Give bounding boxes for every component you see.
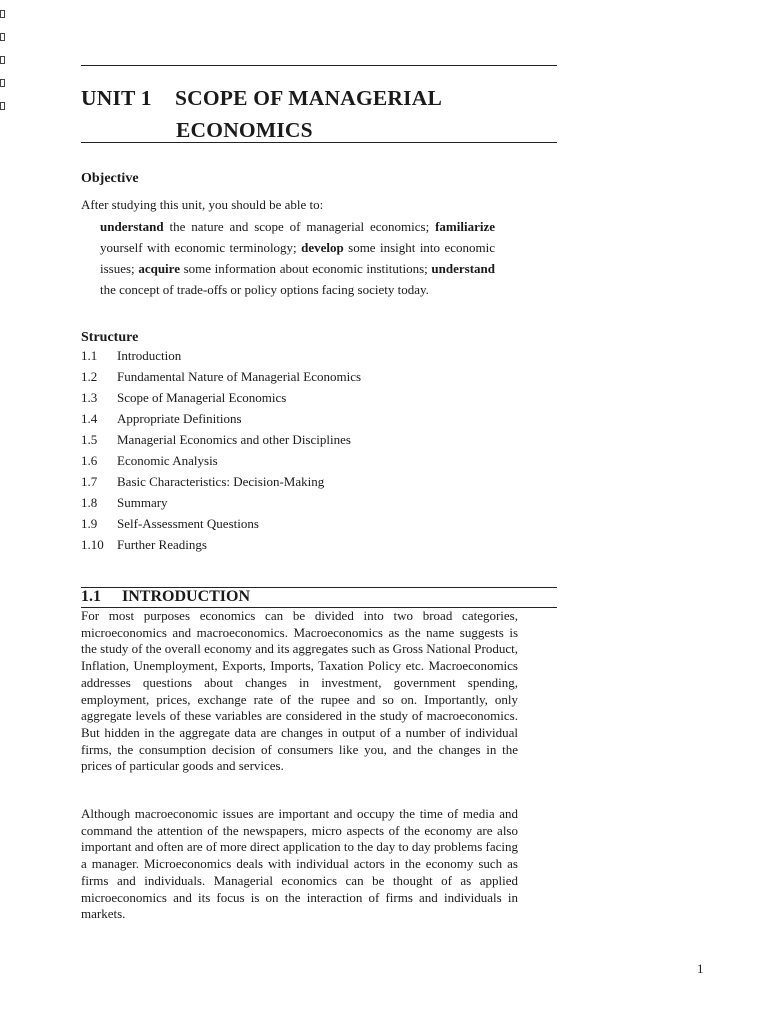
margin-mark <box>0 10 5 18</box>
objective-keyword: familiarize <box>435 219 495 234</box>
margin-mark <box>0 79 5 87</box>
structure-item <box>81 347 361 368</box>
structure-heading: Structure <box>81 330 139 345</box>
structure-item <box>81 473 361 494</box>
section-title: INTRODUCTION <box>122 588 251 605</box>
objective-text <box>100 216 495 300</box>
title-bottom-rule <box>81 142 557 143</box>
unit-title <box>81 82 557 146</box>
structure-item-label: Basic Characteristics: Decision-Making <box>117 474 325 489</box>
section-number: 1.1 <box>81 588 101 605</box>
structure-item-label: Fundamental Nature of Managerial Economics <box>117 369 362 384</box>
structure-item-label: Economic Analysis <box>117 453 218 468</box>
structure-item-number: 1.5 <box>81 432 98 447</box>
unit-title-line1: SCOPE OF MANAGERIAL <box>175 86 442 110</box>
section-heading <box>81 588 250 606</box>
structure-item-number: 1.7 <box>81 474 98 489</box>
objective-intro: After studying this unit, you should be able to: <box>81 197 324 212</box>
unit-number: UNIT 1 <box>81 86 152 110</box>
structure-item <box>81 494 361 515</box>
structure-item-number: 1.8 <box>81 495 98 510</box>
structure-item-number: 1.6 <box>81 453 98 468</box>
structure-item <box>81 410 361 431</box>
structure-item-label: Introduction <box>117 348 182 363</box>
objective-keyword: develop <box>301 240 344 255</box>
structure-item-label: Further Readings <box>117 537 207 552</box>
structure-item <box>81 431 361 452</box>
title-top-rule <box>81 65 557 66</box>
structure-item-label: Managerial Economics and other Disciplines <box>117 432 351 447</box>
objective-phrase: some insight into economic issues; <box>100 240 495 276</box>
structure-item-number: 1.4 <box>81 411 98 426</box>
objective-phrase: yourself with economic terminology; <box>100 240 302 255</box>
structure-item-label: Self-Assessment Questions <box>117 516 259 531</box>
body-paragraph: Although macroeconomic issues are important and occupy the time of media and command the attention of the newspapers, micro aspects of the economy are also important and often are of more direct application to the day to day problems facing a manager. Microeconomics deals with individual actors in the economy such as firms and individuals. Managerial economics can be thought of as applied microeconomics and its focus is on the interaction of firms and individuals in markets. <box>81 806 518 922</box>
body-paragraph: For most purposes economics can be divided into two broad categories, microeconomics and macroeconomics. Macroeconomics as the name suggests is the study of the overall economy and its aggregates such as Gross National Product, Inflation, Unemployment, Exports, Imports, Taxation Policy etc. Macroeconomics addresses questions about changes in investment, government spending, employment, prices, exchange rate of the rupee and so on. Importantly, only aggregate levels of these variables are considered in the study of macroeconomics. But hidden in the aggregate data are changes in output of a number of individual firms, the consumption decision of consumers like you, and the changes in the prices of particular goods and services. <box>81 608 518 774</box>
structure-list <box>81 347 361 557</box>
structure-item-label: Scope of Managerial Economics <box>117 390 287 405</box>
structure-item-number: 1.1 <box>81 348 98 363</box>
structure-item <box>81 515 361 536</box>
margin-mark <box>0 33 5 41</box>
margin-mark <box>0 102 5 110</box>
structure-item-number: 1.3 <box>81 390 98 405</box>
unit-title-line2: ECONOMICS <box>176 118 313 142</box>
structure-item-label: Appropriate Definitions <box>117 411 242 426</box>
page-number: 1 <box>697 961 704 976</box>
structure-item-number: 1.10 <box>81 537 104 552</box>
structure-item-number: 1.9 <box>81 516 98 531</box>
structure-item <box>81 452 361 473</box>
structure-item <box>81 536 361 557</box>
objective-heading: Objective <box>81 171 139 186</box>
margin-marks <box>0 10 8 125</box>
objective-phrase: some information about economic institutions; <box>179 261 432 276</box>
structure-item <box>81 368 361 389</box>
objective-keyword: understand <box>100 219 164 234</box>
structure-item <box>81 389 361 410</box>
objective-phrase: the concept of trade-offs or policy options facing society today. <box>100 282 429 297</box>
objective-keyword: acquire <box>138 261 180 276</box>
margin-mark <box>0 56 5 64</box>
objective-keyword: understand <box>431 261 495 276</box>
structure-item-label: Summary <box>117 495 168 510</box>
objective-phrase: the nature and scope of managerial economics; <box>163 219 436 234</box>
structure-item-number: 1.2 <box>81 369 98 384</box>
